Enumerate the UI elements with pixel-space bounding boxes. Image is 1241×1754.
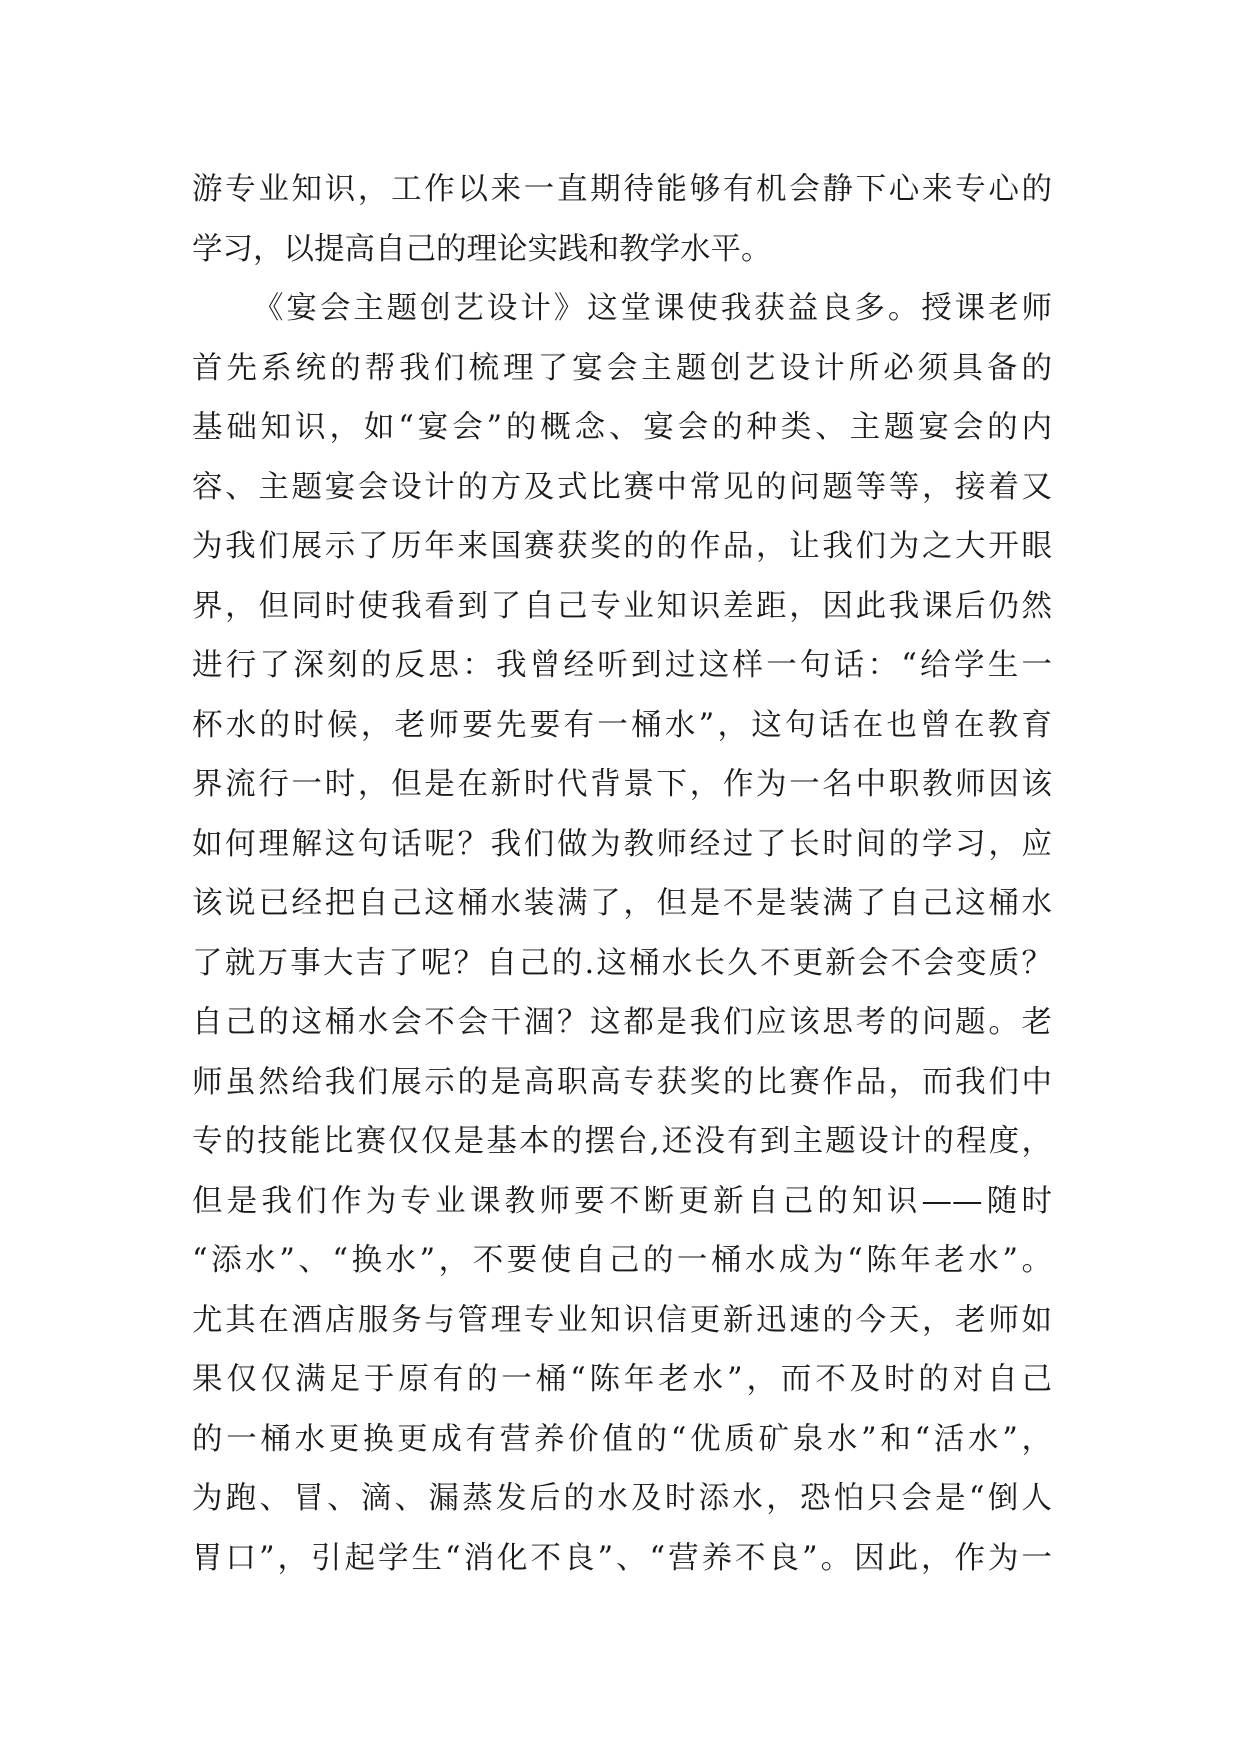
text-line: 师虽然给我们展示的是高职高专获奖的比赛作品，而我们中 <box>192 1064 1052 1100</box>
text-line: 自己的这桶水会不会干涸？这都是我们应该思考的问题。老 <box>192 1005 1052 1040</box>
text-line: 首先系统的帮我们梳理了宴会主题创艺设计所必须具备的 <box>192 350 1052 386</box>
text-line: 容、主题宴会设计的方及式比赛中常见的问题等等，接着又 <box>192 469 1052 505</box>
text-line: 界流行一时，但是在新时代背景下，作为一名中职教师因该 <box>192 767 1052 802</box>
text-line: 的一桶水更换更成有营养价值的“优质矿泉水”和“活水”， <box>192 1421 1052 1457</box>
text-line: 胃口”，引起学生“消化不良”、“营养不良”。因此，作为一 <box>192 1540 1052 1576</box>
text-line: 专的技能比赛仅仅是基本的摆台,还没有到主题设计的程度， <box>192 1124 1052 1159</box>
text-line: 学习，以提高自己的理论实践和教学水平。 <box>192 231 772 267</box>
text-line: 界，但同时使我看到了自己专业知识差距，因此我课后仍然 <box>192 588 1052 624</box>
text-line: 如何理解这句话呢？我们做为教师经过了长时间的学习，应 <box>192 826 1052 862</box>
text-line: 但是我们作为专业课教师要不断更新自己的知识——随时 <box>192 1183 1052 1219</box>
paragraph-first-line: 《宴会主题创艺设计》这堂课使我获益良多。授课老师 <box>253 291 1052 326</box>
text-line: 杯水的时候，老师要先要有一桶水”，这句话在也曾在教育 <box>192 707 1052 743</box>
text-line: 了就万事大吉了呢？自己的.这桶水长久不更新会不会变质？ <box>192 945 1052 981</box>
text-line: 基础知识，如“宴会”的概念、宴会的种类、主题宴会的内 <box>192 410 1052 445</box>
text-line: 为我们展示了历年来国赛获奖的的作品，让我们为之大开眼 <box>192 529 1052 564</box>
text-line: 为跑、冒、滴、漏蒸发后的水及时添水，恐怕只会是“倒人 <box>192 1481 1052 1516</box>
text-line: 果仅仅满足于原有的一桶“陈年老水”，而不及时的对自己 <box>192 1362 1052 1397</box>
text-line: 进行了深刻的反思：我曾经听到过这样一句话：“给学生一 <box>192 648 1052 683</box>
body-text <box>192 160 1052 1588</box>
text-line: 尤其在酒店服务与管理专业知识信更新迅速的今天，老师如 <box>192 1302 1052 1338</box>
text-line: 该说已经把自己这桶水装满了，但是不是装满了自己这桶水 <box>192 886 1052 921</box>
text-line: 游专业知识，工作以来一直期待能够有机会静下心来专心的 <box>192 172 1052 207</box>
text-line: “添水”、“换水”，不要使自己的一桶水成为“陈年老水”。 <box>192 1243 1052 1278</box>
